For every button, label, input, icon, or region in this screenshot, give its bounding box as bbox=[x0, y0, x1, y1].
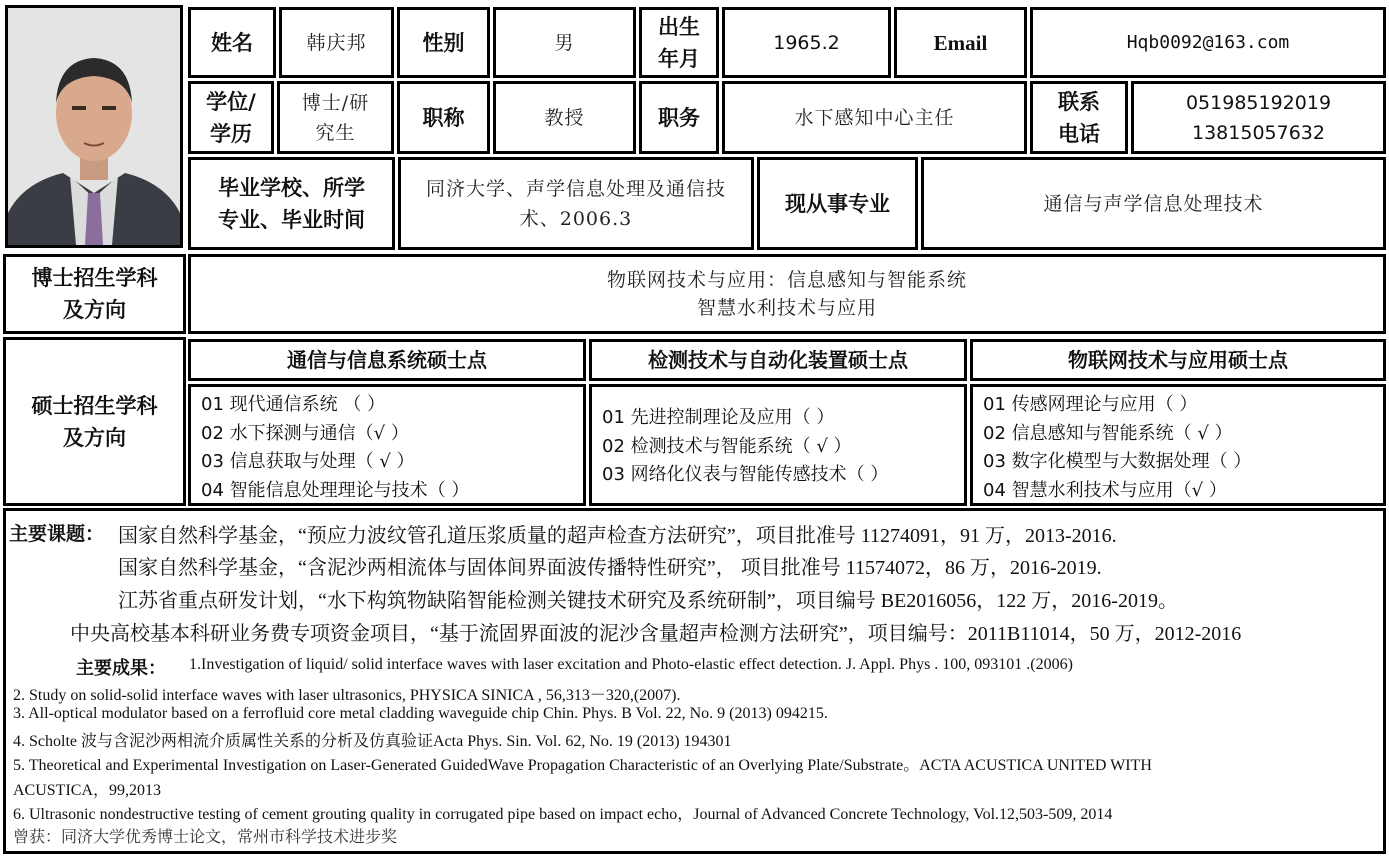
school-label-text: 毕业学校、所学 专业、毕业时间 bbox=[218, 175, 365, 232]
name-value bbox=[279, 7, 394, 78]
name-label-text: 姓名 bbox=[211, 30, 253, 55]
doctoral-label-text: 博士招生学科 及方向 bbox=[31, 266, 158, 322]
phone-label bbox=[1030, 81, 1128, 154]
gender-value bbox=[493, 7, 636, 78]
title-value bbox=[493, 81, 636, 154]
name-label bbox=[188, 7, 276, 78]
master-label-text: 硕士招生学科 及方向 bbox=[31, 393, 158, 450]
master-col1-list bbox=[188, 384, 586, 506]
projects-label: 主要课题： bbox=[9, 523, 105, 545]
list-item: 03 信息获取与处理（ √ ） bbox=[201, 451, 415, 472]
degree-label bbox=[188, 81, 274, 154]
list-item: 03 网络化仪表与智能传感技术（ ） bbox=[602, 464, 889, 485]
title-text: 教授 bbox=[544, 106, 585, 129]
name-text: 韩庆邦 bbox=[306, 31, 367, 54]
phone-label-text: 联系 电话 bbox=[1058, 89, 1100, 146]
master-col1-header bbox=[188, 339, 586, 381]
degree-value bbox=[277, 81, 394, 154]
birth-value bbox=[722, 7, 891, 78]
project-line: 国家自然科学基金，“含泥沙两相流体与固体间界面波传播特性研究”， 项目批准号 11574072，86 万，2016-2019. bbox=[118, 557, 1102, 579]
birth-text: 1965.2 bbox=[773, 31, 840, 54]
school-text: 同济大学、声学信息处理及通信技 术、2006.3 bbox=[425, 177, 726, 230]
achievement-item: 2. Study on solid-solid interface waves with laser ultrasonics, PHYSICA SINICA , 56,313－320,(2007). bbox=[13, 687, 681, 704]
achievement-item: ACUSTICA，99,2013 bbox=[13, 782, 162, 799]
master-col2-list bbox=[589, 384, 967, 506]
major-label bbox=[757, 157, 918, 250]
degree-label-text: 学位/ 学历 bbox=[206, 89, 256, 146]
list-item: 04 智能信息处理理论与技术（ ） bbox=[201, 479, 470, 501]
achievement-item: 4. Scholte 波与含泥沙两相流介质属性关系的分析及仿真验证Acta Phys. Sin. Vol. 62, No. 19 (2013) 194301 bbox=[13, 733, 732, 750]
doctoral-directions bbox=[188, 254, 1386, 334]
doctoral-label bbox=[3, 254, 186, 334]
list-item: 03 数字化模型与大数据处理（ ） bbox=[983, 451, 1252, 472]
major-text: 通信与声学信息处理技术 bbox=[1043, 192, 1264, 215]
email-label bbox=[894, 7, 1027, 78]
achievement-item: 6. Ultrasonic nondestructive testing of cement grouting quality in corrugated pipe based on impact echo，Journal of Advanced Concrete Technology, Vol.12,503-509, 2014 bbox=[13, 806, 1113, 823]
position-text: 水下感知中心主任 bbox=[794, 106, 955, 129]
master-label bbox=[3, 337, 186, 506]
achievement-item: 5. Theoretical and Experimental Investigation on Laser-Generated GuidedWave Propagation Characteristic of an Overlying Plate/Substrate。ACTA ACUSTICA UNITED WITH bbox=[13, 757, 1152, 774]
birth-label-text: 出生 年月 bbox=[658, 14, 700, 71]
list-item: 01 先进控制理论及应用（ ） bbox=[602, 407, 835, 428]
title-label-text: 职称 bbox=[422, 105, 465, 130]
phone-value bbox=[1131, 81, 1386, 154]
list-item: 01 传感网理论与应用（ ） bbox=[983, 394, 1198, 415]
phone-text: 051985192019 13815057632 bbox=[1185, 91, 1332, 144]
major-label-text: 现从事专业 bbox=[785, 191, 890, 216]
master-col3-header-text: 物联网技术与应用硕士点 bbox=[1068, 348, 1288, 372]
gender-label bbox=[397, 7, 490, 78]
honors-text: 曾获：同济大学优秀博士论文，常州市科学技术进步奖 bbox=[13, 829, 398, 846]
gender-text: 男 bbox=[554, 31, 575, 54]
email-value bbox=[1030, 7, 1386, 78]
projects-achievements-panel bbox=[3, 508, 1386, 854]
school-value bbox=[398, 157, 754, 250]
project-line: 江苏省重点研发计划，“水下构筑物缺陷智能检测关键技术研究及系统研制”，项目编号 BE2016056，122 万，2016-2019。 bbox=[118, 590, 1178, 612]
major-value bbox=[921, 157, 1386, 250]
achievement-item: 3. All-optical modulator based on a ferrofluid core metal cladding waveguide chip Chin. Phys. B Vol. 22, No. 9 (2013) 094215. bbox=[13, 705, 828, 722]
achievements-label: 主要成果： bbox=[76, 658, 166, 679]
email-text: Hqb0092@163.com bbox=[1126, 32, 1290, 53]
list-item: 02 信息感知与智能系统（ √ ） bbox=[983, 422, 1233, 444]
degree-text: 博士/研 究生 bbox=[301, 91, 370, 144]
gender-label-text: 性别 bbox=[422, 30, 465, 55]
list-item: 02 水下探测与通信（√ ） bbox=[201, 422, 409, 444]
position-label-text: 职务 bbox=[658, 105, 700, 130]
doctoral-directions-text: 物联网技术与应用：信息感知与智能系统 智慧水利技术与应用 bbox=[606, 269, 967, 319]
title-label bbox=[397, 81, 490, 154]
position-value bbox=[722, 81, 1027, 154]
list-item: 01 现代通信系统 （ ） bbox=[201, 394, 386, 415]
master-col3-list bbox=[970, 384, 1386, 506]
master-col2-header bbox=[589, 339, 967, 381]
list-item: 04 智慧水利技术与应用（√ ） bbox=[983, 479, 1227, 501]
list-item: 02 检测技术与智能系统（ √ ） bbox=[602, 435, 852, 457]
achievement-item: 1.Investigation of liquid/ solid interface waves with laser excitation and Photo-elastic effect detection. J. Appl. Phys . 100, 093101 .(2006) bbox=[189, 656, 1073, 673]
portrait-image bbox=[8, 8, 180, 245]
master-col3-header bbox=[970, 339, 1386, 381]
email-label-text: Email bbox=[933, 30, 988, 55]
project-line: 国家自然科学基金，“预应力波纹管孔道压浆质量的超声检查方法研究”，项目批准号 11274091，91 万，2013-2016. bbox=[118, 525, 1117, 547]
project-line: 中央高校基本科研业务费专项资金项目，“基于流固界面波的泥沙含量超声检测方法研究”，项目编号：2011B11014，50 万，2012-2016 bbox=[70, 623, 1242, 645]
profile-photo bbox=[5, 5, 183, 248]
position-label bbox=[639, 81, 719, 154]
birth-label bbox=[639, 7, 719, 78]
master-col2-header-text: 检测技术与自动化装置硕士点 bbox=[648, 348, 908, 372]
master-col1-header-text: 通信与信息系统硕士点 bbox=[287, 348, 487, 372]
school-label bbox=[188, 157, 395, 250]
